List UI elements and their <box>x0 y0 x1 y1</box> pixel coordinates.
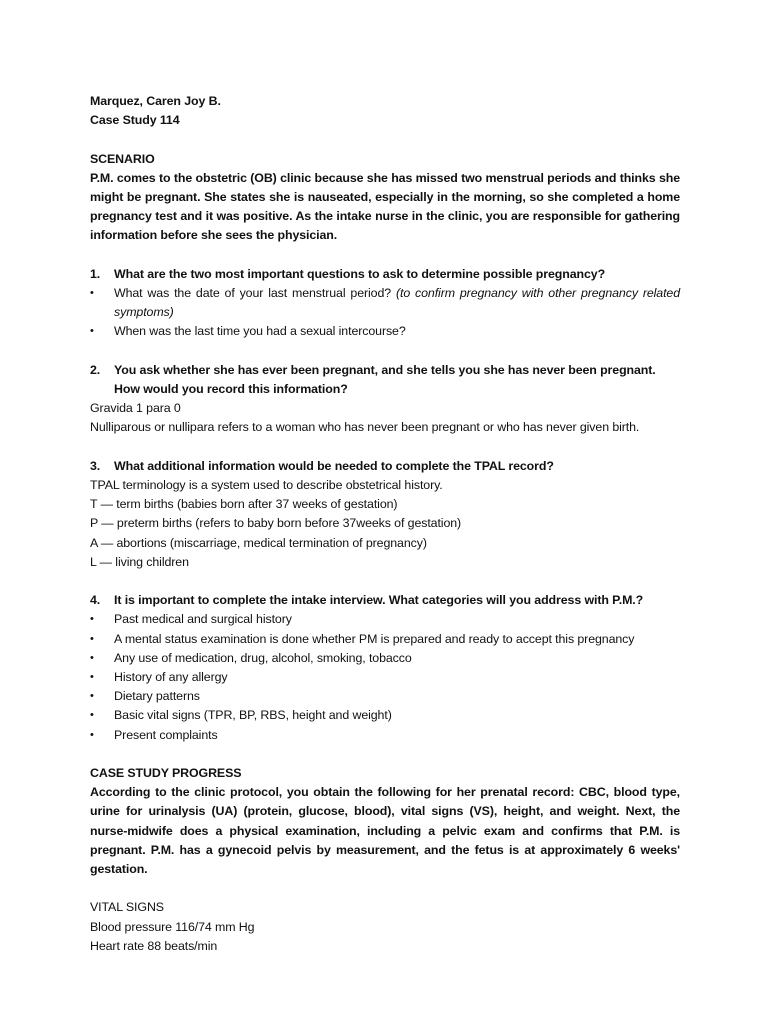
bullet-icon: • <box>90 632 94 645</box>
bullet-icon: • <box>90 613 94 626</box>
answer-text: When was the last time you had a sexual intercourse? <box>114 324 406 339</box>
list-item <box>90 322 680 341</box>
spacer <box>90 572 680 591</box>
heart-rate: Heart rate 88 beats/min <box>90 938 218 953</box>
spacer <box>90 438 680 457</box>
question-number: 4. <box>90 593 101 608</box>
case-study-number: Case Study 114 <box>90 113 180 128</box>
answer-text: What was the date of your last menstrual period? <box>114 286 392 300</box>
question-text: What additional information would be needed to complete the TPAL record? <box>114 458 554 473</box>
answer-text: Past medical and surgical history <box>114 612 292 627</box>
bullet-icon: • <box>90 287 94 299</box>
progress-heading: CASE STUDY PROGRESS <box>90 766 242 781</box>
list-item <box>90 706 680 725</box>
answer-note: (to confirm pregnancy with other pregnancy related symptoms) <box>114 286 681 320</box>
scenario-text: P.M. comes to the obstetric (OB) clinic because she has missed two menstrual periods and thinks she might be pregnant. She states she is nauseated, especially in the morning, so she completed a home pregnancy test and it was positive. As the intake nurse in the clinic, you are responsible for gathering information before she sees the physician. <box>90 170 680 243</box>
list-item <box>90 668 680 687</box>
question-text: What are the two most important questions to ask to determine possible pregnancy? <box>114 266 606 281</box>
progress-text: According to the clinic protocol, you obtain the following for her prenatal record: CBC, blood type, urine for urinalysis (UA) (protein, glucose, blood), vital signs (VS), height, and weight. Next, the nurse-midwife does a physical examination, including a pelvic exam and confirms that P.M. is pregnant. P.M. has a gynecoid pelvis by measurement, and the fetus is at approximately 6 weeks' gestation. <box>90 785 680 877</box>
question-1 <box>90 265 680 284</box>
question-4 <box>90 591 680 610</box>
list-item <box>90 726 680 745</box>
scenario-heading: SCENARIO <box>90 151 155 166</box>
spacer <box>90 879 680 898</box>
list-item <box>90 610 680 629</box>
tpal-term-births: T — term births (babies born after 37 weeks of gestation) <box>90 497 398 512</box>
answer-text: Present complaints <box>114 727 218 742</box>
answer-text: Any use of medication, drug, alcohol, smoking, tobacco <box>114 650 412 665</box>
spacer <box>90 246 680 265</box>
spacer <box>90 130 680 149</box>
question-text: You ask whether she has ever been pregnant, and she tells you she has never been pregnant. How would you record this information? <box>114 362 656 396</box>
list-item <box>90 649 680 668</box>
list-item <box>90 284 680 322</box>
bullet-icon: • <box>90 671 94 684</box>
question-text: It is important to complete the intake interview. What categories will you address with P.M.? <box>114 593 644 608</box>
spacer <box>90 745 680 764</box>
list-item <box>90 687 680 706</box>
tpal-living-children: L — living children <box>90 554 189 569</box>
bullet-icon: • <box>90 325 94 338</box>
list-item <box>90 630 680 649</box>
document-page <box>90 92 680 956</box>
blood-pressure: Blood pressure 116/74 mm Hg <box>90 919 255 934</box>
question-number: 2. <box>90 362 101 377</box>
answer-text: A mental status examination is done whether PM is prepared and ready to accept this pregnancy <box>114 631 635 646</box>
question-number: 3. <box>90 458 101 473</box>
student-name: Marquez, Caren Joy B. <box>90 94 221 108</box>
question-2 <box>90 361 680 399</box>
answer-text: Dietary patterns <box>114 689 200 704</box>
answer-text: Gravida 1 para 0 <box>90 401 181 416</box>
answer-text: Basic vital signs (TPR, BP, RBS, height and weight) <box>114 708 392 723</box>
bullet-icon: • <box>90 709 94 722</box>
answer-text: Nulliparous or nullipara refers to a woman who has never been pregnant or who has never given birth. <box>90 420 640 435</box>
bullet-icon: • <box>90 651 94 664</box>
answer-text: TPAL terminology is a system used to describe obstetrical history. <box>90 478 443 492</box>
tpal-abortions: A — abortions (miscarriage, medical termination of pregnancy) <box>90 535 427 550</box>
bullet-icon: • <box>90 690 94 703</box>
bullet-icon: • <box>90 728 94 741</box>
spacer <box>90 342 680 361</box>
vital-signs-heading: VITAL SIGNS <box>90 900 164 915</box>
bullet-text <box>114 284 680 322</box>
question-3 <box>90 457 680 476</box>
tpal-preterm-births: P — preterm births (refers to baby born before 37weeks of gestation) <box>90 516 462 531</box>
answer-text: History of any allergy <box>114 670 228 685</box>
question-number: 1. <box>90 266 101 281</box>
